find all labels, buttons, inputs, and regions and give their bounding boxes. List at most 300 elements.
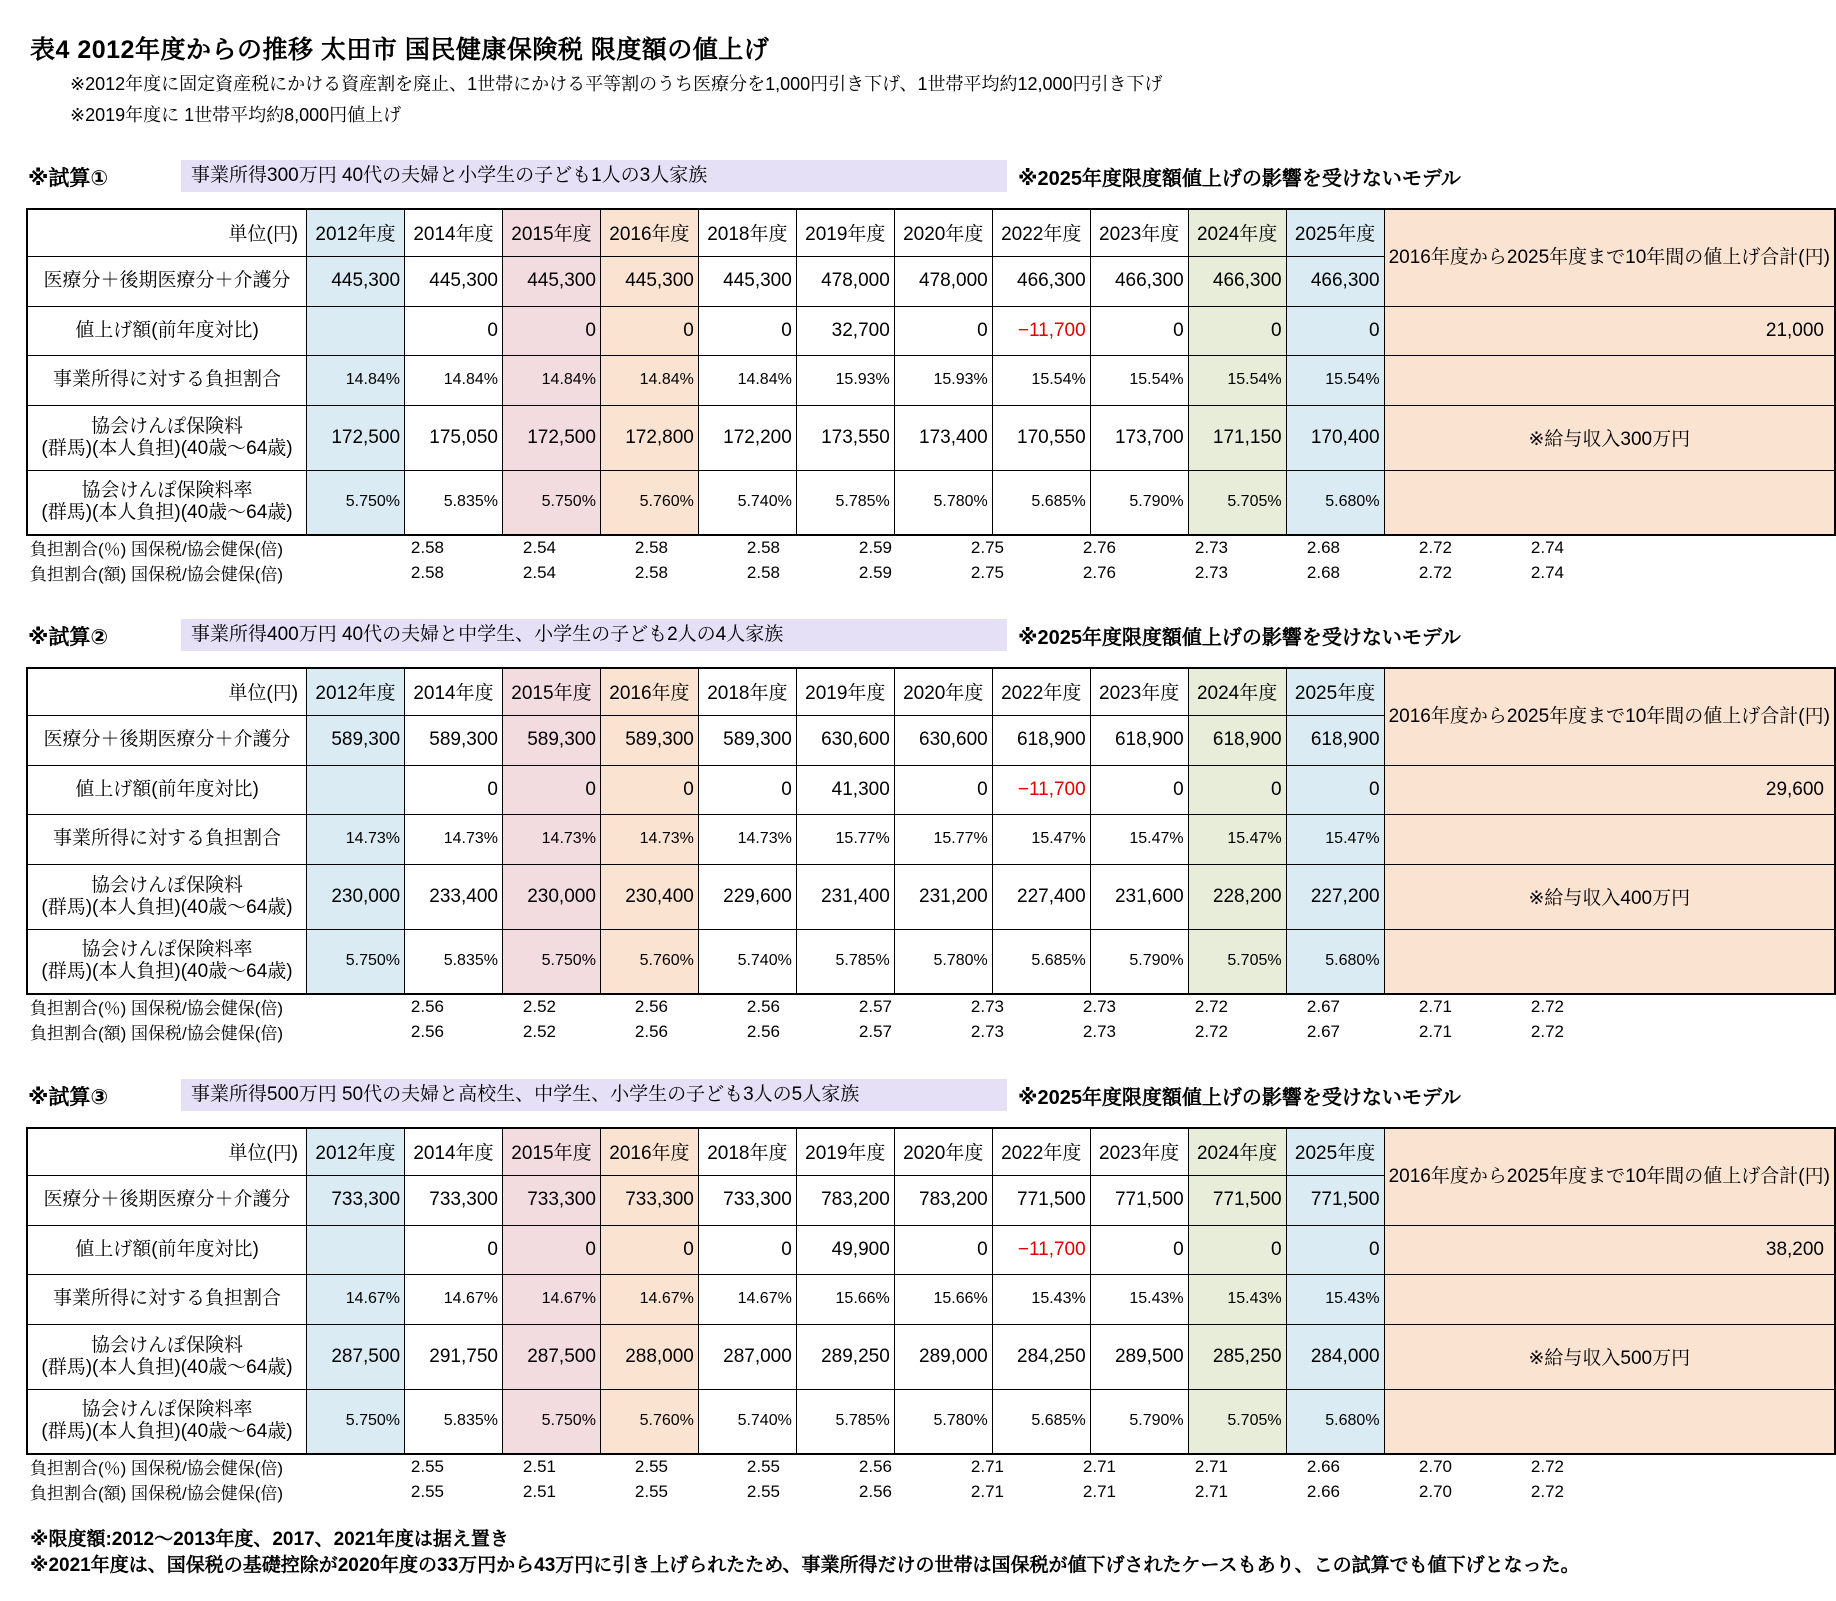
value-cell: 227,200 (1286, 864, 1384, 929)
value-cell: 231,200 (894, 864, 992, 929)
row-label-text: 値上げ額(前年度対比) (75, 319, 259, 341)
ratio-value: 2.55 (634, 1456, 668, 1476)
value-cell: 230,400 (600, 864, 698, 929)
value-cell: 771,500 (1286, 1175, 1384, 1225)
value-cell: 5.705% (1188, 929, 1286, 994)
section-model-note: ※2025年度限度額値上げの影響を受けないモデル (1018, 627, 1461, 649)
ratio-value: 2.55 (634, 1481, 668, 1501)
row-label (27, 765, 307, 814)
value-cell: 783,200 (796, 1175, 894, 1225)
value-cell: 733,300 (307, 1175, 405, 1225)
value-cell: 771,500 (1090, 1175, 1188, 1225)
row-label (27, 715, 307, 765)
ratio-value: 2.76 (1082, 537, 1116, 557)
value-cell: −11,700 (992, 306, 1090, 355)
row-label (27, 470, 307, 535)
value-cell: 5.685% (992, 929, 1090, 994)
year-header: 2025年度 (1286, 209, 1384, 256)
value-cell: 5.750% (502, 1389, 600, 1454)
row-label-text: (群馬)(本人負担)(40歳～64歳) (41, 437, 293, 459)
value-cell: 14.73% (600, 814, 698, 864)
value-cell: 0 (600, 765, 698, 814)
year-header: 2019年度 (796, 1128, 894, 1175)
row-label-text: 協会けんぽ保険料率 (81, 1399, 253, 1421)
row-label-text: 値上げ額(前年度対比) (75, 778, 259, 800)
section-header (28, 160, 1836, 192)
value-cell: 466,300 (1090, 256, 1188, 306)
value-cell: 287,500 (502, 1324, 600, 1389)
year-header: 2016年度 (600, 668, 698, 715)
row-label-text: 事業所得に対する負担割合 (53, 1288, 282, 1309)
ratio-value: 2.67 (1306, 1021, 1340, 1041)
value-cell: 5.685% (992, 1389, 1090, 1454)
row-label (27, 929, 307, 994)
year-header: 2015年度 (502, 1128, 600, 1175)
value-cell: 289,250 (796, 1324, 894, 1389)
value-cell: 170,400 (1286, 405, 1384, 470)
value-cell: 5.750% (307, 1389, 405, 1454)
year-header: 2020年度 (894, 668, 992, 715)
value-cell: 589,300 (600, 715, 698, 765)
value-cell: 14.67% (698, 1274, 796, 1324)
value-cell: 14.84% (307, 355, 405, 405)
ratio-value: 2.72 (1194, 1021, 1228, 1041)
ratio-value: 2.51 (522, 1481, 556, 1501)
unit-label: 単位(円) (27, 1128, 307, 1175)
value-cell: 173,400 (894, 405, 992, 470)
value-cell: 15.43% (1188, 1274, 1286, 1324)
ratio-value: 2.68 (1306, 562, 1340, 582)
year-header: 2012年度 (307, 1128, 405, 1175)
year-header: 2016年度 (600, 1128, 698, 1175)
value-cell: 5.835% (405, 929, 503, 994)
value-cell: 0 (405, 765, 503, 814)
value-cell: 0 (600, 1225, 698, 1274)
value-cell: 287,000 (698, 1324, 796, 1389)
ratio-value: 2.52 (522, 996, 556, 1016)
ratio-value: 2.51 (522, 1456, 556, 1476)
value-cell: 14.73% (502, 814, 600, 864)
value-cell: 5.740% (698, 470, 796, 535)
note-1: ※2012年度に固定資産税にかける資産割を廃止、1世帯にかける平等割のうち医療分を1,000円引き下げ、1世帯平均約12,000円引き下げ (70, 74, 1163, 94)
value-cell: 288,000 (600, 1324, 698, 1389)
year-header: 2022年度 (992, 1128, 1090, 1175)
value-cell: 170,550 (992, 405, 1090, 470)
value-cell: −11,700 (992, 1225, 1090, 1274)
year-header: 2018年度 (698, 209, 796, 256)
row-label-text: (群馬)(本人負担)(40歳～64歳) (41, 1356, 293, 1378)
ratio-value: 2.75 (970, 562, 1004, 582)
section-model-note: ※2025年度限度額値上げの影響を受けないモデル (1018, 1087, 1461, 1109)
value-cell: 0 (698, 1225, 796, 1274)
ratio-row (26, 1454, 1568, 1479)
sum-header: 2016年度から2025年度まで10年間の値上げ合計(円) (1384, 668, 1835, 765)
value-cell: 289,000 (894, 1324, 992, 1389)
value-cell: 15.54% (1286, 355, 1384, 405)
value-cell: 466,300 (1188, 256, 1286, 306)
tax-table (26, 1127, 1836, 1455)
value-cell: 0 (502, 765, 600, 814)
salary-note: ※給与収入400万円 (1384, 864, 1835, 929)
value-cell: 15.47% (992, 814, 1090, 864)
ratio-value: 2.56 (410, 1021, 444, 1041)
ratio-value: 2.59 (858, 537, 892, 557)
value-cell: 284,250 (992, 1324, 1090, 1389)
value-cell: 284,000 (1286, 1324, 1384, 1389)
ratio-label: 負担割合(額) 国保税/協会健保(倍) (30, 1484, 284, 1503)
year-header: 2014年度 (405, 668, 503, 715)
header-row (27, 1128, 1835, 1175)
year-header: 2014年度 (405, 1128, 503, 1175)
ratio-value: 2.56 (858, 1456, 892, 1476)
ratio-value: 2.56 (634, 1021, 668, 1041)
ratio-row (26, 1479, 1568, 1504)
ratio-value: 2.58 (634, 537, 668, 557)
row-label (27, 256, 307, 306)
table-row (27, 765, 1835, 814)
section-header (28, 619, 1836, 651)
value-cell: 5.785% (796, 1389, 894, 1454)
value-cell: 445,300 (502, 256, 600, 306)
increase-total: 21,000 (1384, 306, 1835, 355)
increase-total: 38,200 (1384, 1225, 1835, 1274)
value-cell: 589,300 (502, 715, 600, 765)
year-header: 2020年度 (894, 1128, 992, 1175)
ratio-value: 2.58 (746, 562, 780, 582)
value-cell: 231,600 (1090, 864, 1188, 929)
ratio-value: 2.71 (1082, 1481, 1116, 1501)
value-cell: 14.73% (307, 814, 405, 864)
value-cell: 14.84% (698, 355, 796, 405)
value-cell: 172,200 (698, 405, 796, 470)
ratio-value: 2.71 (1082, 1456, 1116, 1476)
ratio-value: 2.72 (1530, 1481, 1564, 1501)
value-cell: 289,500 (1090, 1324, 1188, 1389)
ratio-value: 2.57 (858, 1021, 892, 1041)
value-cell: 5.750% (307, 470, 405, 535)
ratio-value: 2.72 (1418, 562, 1452, 582)
value-cell: 733,300 (698, 1175, 796, 1225)
value-cell: 172,800 (600, 405, 698, 470)
value-cell: 14.84% (405, 355, 503, 405)
ratio-value: 2.70 (1418, 1456, 1452, 1476)
value-cell: 589,300 (698, 715, 796, 765)
value-cell: 0 (502, 306, 600, 355)
value-cell: 0 (894, 1225, 992, 1274)
value-cell: 14.84% (600, 355, 698, 405)
value-cell: 14.73% (405, 814, 503, 864)
value-cell (307, 765, 405, 814)
year-header: 2023年度 (1090, 1128, 1188, 1175)
value-cell: 0 (1286, 1225, 1384, 1274)
value-cell: 5.750% (307, 929, 405, 994)
sum-empty (1384, 1274, 1835, 1324)
value-cell: 227,400 (992, 864, 1090, 929)
sum-empty (1384, 814, 1835, 864)
section-model-note: ※2025年度限度額値上げの影響を受けないモデル (1018, 168, 1461, 190)
value-cell: 15.47% (1188, 814, 1286, 864)
value-cell: 589,300 (307, 715, 405, 765)
tax-table (26, 208, 1836, 536)
value-cell: 445,300 (405, 256, 503, 306)
ratio-value: 2.71 (1194, 1456, 1228, 1476)
year-header: 2024年度 (1188, 1128, 1286, 1175)
ratio-value: 2.52 (522, 1021, 556, 1041)
value-cell: 5.790% (1090, 1389, 1188, 1454)
value-cell: 466,300 (992, 256, 1090, 306)
value-cell: 32,700 (796, 306, 894, 355)
ratio-value: 2.71 (1418, 996, 1452, 1016)
ratio-value: 2.71 (970, 1481, 1004, 1501)
value-cell: 15.43% (992, 1274, 1090, 1324)
ratio-value: 2.55 (410, 1481, 444, 1501)
sum-empty (1384, 1389, 1835, 1454)
value-cell: 15.54% (1188, 355, 1286, 405)
value-cell: 173,550 (796, 405, 894, 470)
value-cell: 771,500 (1188, 1175, 1286, 1225)
ratio-label: 負担割合(％) 国保税/協会健保(倍) (30, 540, 284, 559)
ratio-table (26, 994, 1568, 1044)
value-cell: 15.43% (1090, 1274, 1188, 1324)
value-cell: 445,300 (307, 256, 405, 306)
ratio-value: 2.73 (970, 996, 1004, 1016)
ratio-value: 2.54 (522, 537, 556, 557)
unit-label: 単位(円) (27, 209, 307, 256)
ratio-value: 2.55 (746, 1481, 780, 1501)
row-label-text: 医療分＋後期医療分＋介護分 (43, 270, 291, 291)
ratio-value: 2.71 (1194, 1481, 1228, 1501)
sum-empty (1384, 355, 1835, 405)
value-cell: 15.47% (1286, 814, 1384, 864)
row-label-text: 協会けんぽ保険料 (91, 874, 244, 896)
row-label (27, 1175, 307, 1225)
table-row (27, 1274, 1835, 1324)
row-label (27, 1274, 307, 1324)
value-cell: 445,300 (698, 256, 796, 306)
value-cell: 41,300 (796, 765, 894, 814)
table-row (27, 1225, 1835, 1274)
year-header: 2024年度 (1188, 668, 1286, 715)
value-cell: 5.780% (894, 470, 992, 535)
value-cell: 171,150 (1188, 405, 1286, 470)
ratio-value: 2.67 (1306, 996, 1340, 1016)
value-cell (307, 1225, 405, 1274)
row-label-text: 医療分＋後期医療分＋介護分 (43, 1189, 291, 1210)
header-row (27, 209, 1835, 256)
ratio-value: 2.58 (634, 562, 668, 582)
value-cell: 589,300 (405, 715, 503, 765)
tax-table (26, 667, 1836, 995)
value-cell: 466,300 (1286, 256, 1384, 306)
ratio-value: 2.55 (746, 1456, 780, 1476)
value-cell: 0 (405, 306, 503, 355)
value-cell: 618,900 (1090, 715, 1188, 765)
row-label-text: 医療分＋後期医療分＋介護分 (43, 729, 291, 750)
value-cell: 5.760% (600, 929, 698, 994)
table-row (27, 864, 1835, 929)
value-cell: 733,300 (405, 1175, 503, 1225)
ratio-label: 負担割合(額) 国保税/協会健保(倍) (30, 565, 284, 584)
ratio-row (26, 560, 1568, 585)
row-label (27, 355, 307, 405)
table-row (27, 306, 1835, 355)
value-cell: 228,200 (1188, 864, 1286, 929)
row-label-text: (群馬)(本人負担)(40歳～64歳) (41, 896, 293, 918)
ratio-value: 2.73 (1194, 537, 1228, 557)
year-header: 2024年度 (1188, 209, 1286, 256)
table-row (27, 1324, 1835, 1389)
ratio-value: 2.72 (1530, 1456, 1564, 1476)
value-cell: 0 (405, 1225, 503, 1274)
value-cell: 15.54% (1090, 355, 1188, 405)
value-cell: 229,600 (698, 864, 796, 929)
row-label (27, 1225, 307, 1274)
year-header: 2025年度 (1286, 1128, 1384, 1175)
value-cell: 478,000 (894, 256, 992, 306)
value-cell: 175,050 (405, 405, 503, 470)
ratio-value: 2.70 (1418, 1481, 1452, 1501)
value-cell: 5.740% (698, 929, 796, 994)
value-cell: 172,500 (307, 405, 405, 470)
value-cell: 5.740% (698, 1389, 796, 1454)
value-cell: 0 (600, 306, 698, 355)
section-label: ※試算① (28, 167, 109, 190)
ratio-row (26, 1019, 1568, 1044)
ratio-label: 負担割合(％) 国保税/協会健保(倍) (30, 999, 284, 1018)
ratio-value: 2.72 (1418, 537, 1452, 557)
sum-empty (1384, 929, 1835, 994)
value-cell: 783,200 (894, 1175, 992, 1225)
row-label-text: (群馬)(本人負担)(40歳～64歳) (41, 502, 293, 524)
year-header: 2022年度 (992, 668, 1090, 715)
unit-label: 単位(円) (27, 668, 307, 715)
ratio-value: 2.71 (1418, 1021, 1452, 1041)
row-label-text: (群馬)(本人負担)(40歳～64歳) (41, 1421, 293, 1443)
value-cell: 14.67% (502, 1274, 600, 1324)
value-cell: 0 (1188, 306, 1286, 355)
table-row (27, 929, 1835, 994)
table-row (27, 814, 1835, 864)
row-label (27, 306, 307, 355)
value-cell: 15.66% (894, 1274, 992, 1324)
value-cell: 5.750% (502, 929, 600, 994)
section-family: 事業所得300万円 40代の夫婦と小学生の子ども1人の3人家族 (181, 160, 1007, 192)
year-header: 2022年度 (992, 209, 1090, 256)
value-cell: 291,750 (405, 1324, 503, 1389)
section-family: 事業所得400万円 40代の夫婦と中学生、小学生の子ども2人の4人家族 (181, 619, 1007, 651)
value-cell: 230,000 (307, 864, 405, 929)
value-cell: 14.73% (698, 814, 796, 864)
value-cell: 0 (1188, 765, 1286, 814)
ratio-table (26, 535, 1568, 585)
ratio-value: 2.56 (634, 996, 668, 1016)
ratio-value: 2.73 (1082, 996, 1116, 1016)
value-cell: 0 (1090, 765, 1188, 814)
value-cell: 5.685% (992, 470, 1090, 535)
value-cell: 618,900 (1188, 715, 1286, 765)
ratio-value: 2.71 (970, 1456, 1004, 1476)
year-header: 2018年度 (698, 1128, 796, 1175)
increase-total: 29,600 (1384, 765, 1835, 814)
section-label: ※試算② (28, 626, 109, 649)
table-row (27, 405, 1835, 470)
section-label: ※試算③ (28, 1086, 109, 1109)
ratio-value: 2.58 (410, 537, 444, 557)
value-cell: 172,500 (502, 405, 600, 470)
ratio-label: 負担割合(％) 国保税/協会健保(倍) (30, 1459, 284, 1478)
value-cell: 5.680% (1286, 470, 1384, 535)
value-cell: 5.680% (1286, 1389, 1384, 1454)
year-header: 2018年度 (698, 668, 796, 715)
value-cell: 5.785% (796, 470, 894, 535)
ratio-value: 2.72 (1194, 996, 1228, 1016)
row-label (27, 864, 307, 929)
ratio-value: 2.73 (1082, 1021, 1116, 1041)
value-cell: 14.67% (600, 1274, 698, 1324)
section-header (28, 1079, 1836, 1111)
value-cell: 233,400 (405, 864, 503, 929)
value-cell: 618,900 (1286, 715, 1384, 765)
ratio-value: 2.74 (1530, 537, 1564, 557)
value-cell (307, 306, 405, 355)
value-cell: 0 (1090, 306, 1188, 355)
row-label-text: 協会けんぽ保険料率 (81, 939, 253, 961)
value-cell: 0 (1286, 765, 1384, 814)
ratio-value: 2.58 (746, 537, 780, 557)
value-cell: 5.790% (1090, 929, 1188, 994)
ratio-value: 2.58 (410, 562, 444, 582)
value-cell: 0 (894, 306, 992, 355)
row-label-text: 協会けんぽ保険料 (91, 1334, 244, 1356)
value-cell: 5.780% (894, 929, 992, 994)
year-header: 2025年度 (1286, 668, 1384, 715)
ratio-value: 2.73 (1194, 562, 1228, 582)
value-cell: 5.750% (502, 470, 600, 535)
value-cell: 285,250 (1188, 1324, 1286, 1389)
ratio-value: 2.76 (1082, 562, 1116, 582)
value-cell: 445,300 (600, 256, 698, 306)
section-family: 事業所得500万円 50代の夫婦と高校生、中学生、小学生の子ども3人の5人家族 (181, 1079, 1007, 1111)
ratio-value: 2.75 (970, 537, 1004, 557)
ratio-value: 2.57 (858, 996, 892, 1016)
value-cell: 733,300 (600, 1175, 698, 1225)
row-label (27, 405, 307, 470)
ratio-value: 2.72 (1530, 1021, 1564, 1041)
row-label-text: 事業所得に対する負担割合 (53, 828, 282, 849)
value-cell: 0 (698, 765, 796, 814)
row-label (27, 814, 307, 864)
value-cell: 0 (1188, 1225, 1286, 1274)
year-header: 2012年度 (307, 668, 405, 715)
value-cell: 0 (1090, 1225, 1188, 1274)
value-cell: 0 (502, 1225, 600, 1274)
value-cell: 14.67% (405, 1274, 503, 1324)
value-cell: 15.43% (1286, 1274, 1384, 1324)
value-cell: 15.66% (796, 1274, 894, 1324)
page-title: 表4 2012年度からの推移 太田市 国民健康保険税 限度額の値上げ (30, 36, 770, 64)
year-header: 2015年度 (502, 668, 600, 715)
value-cell: 630,600 (796, 715, 894, 765)
ratio-value: 2.55 (410, 1456, 444, 1476)
year-header: 2015年度 (502, 209, 600, 256)
value-cell: 5.760% (600, 1389, 698, 1454)
value-cell: 733,300 (502, 1175, 600, 1225)
ratio-value: 2.68 (1306, 537, 1340, 557)
ratio-value: 2.56 (746, 1021, 780, 1041)
note-2: ※2019年度に 1世帯平均約8,000円値上げ (70, 105, 402, 125)
value-cell: 5.705% (1188, 470, 1286, 535)
value-cell: 173,700 (1090, 405, 1188, 470)
